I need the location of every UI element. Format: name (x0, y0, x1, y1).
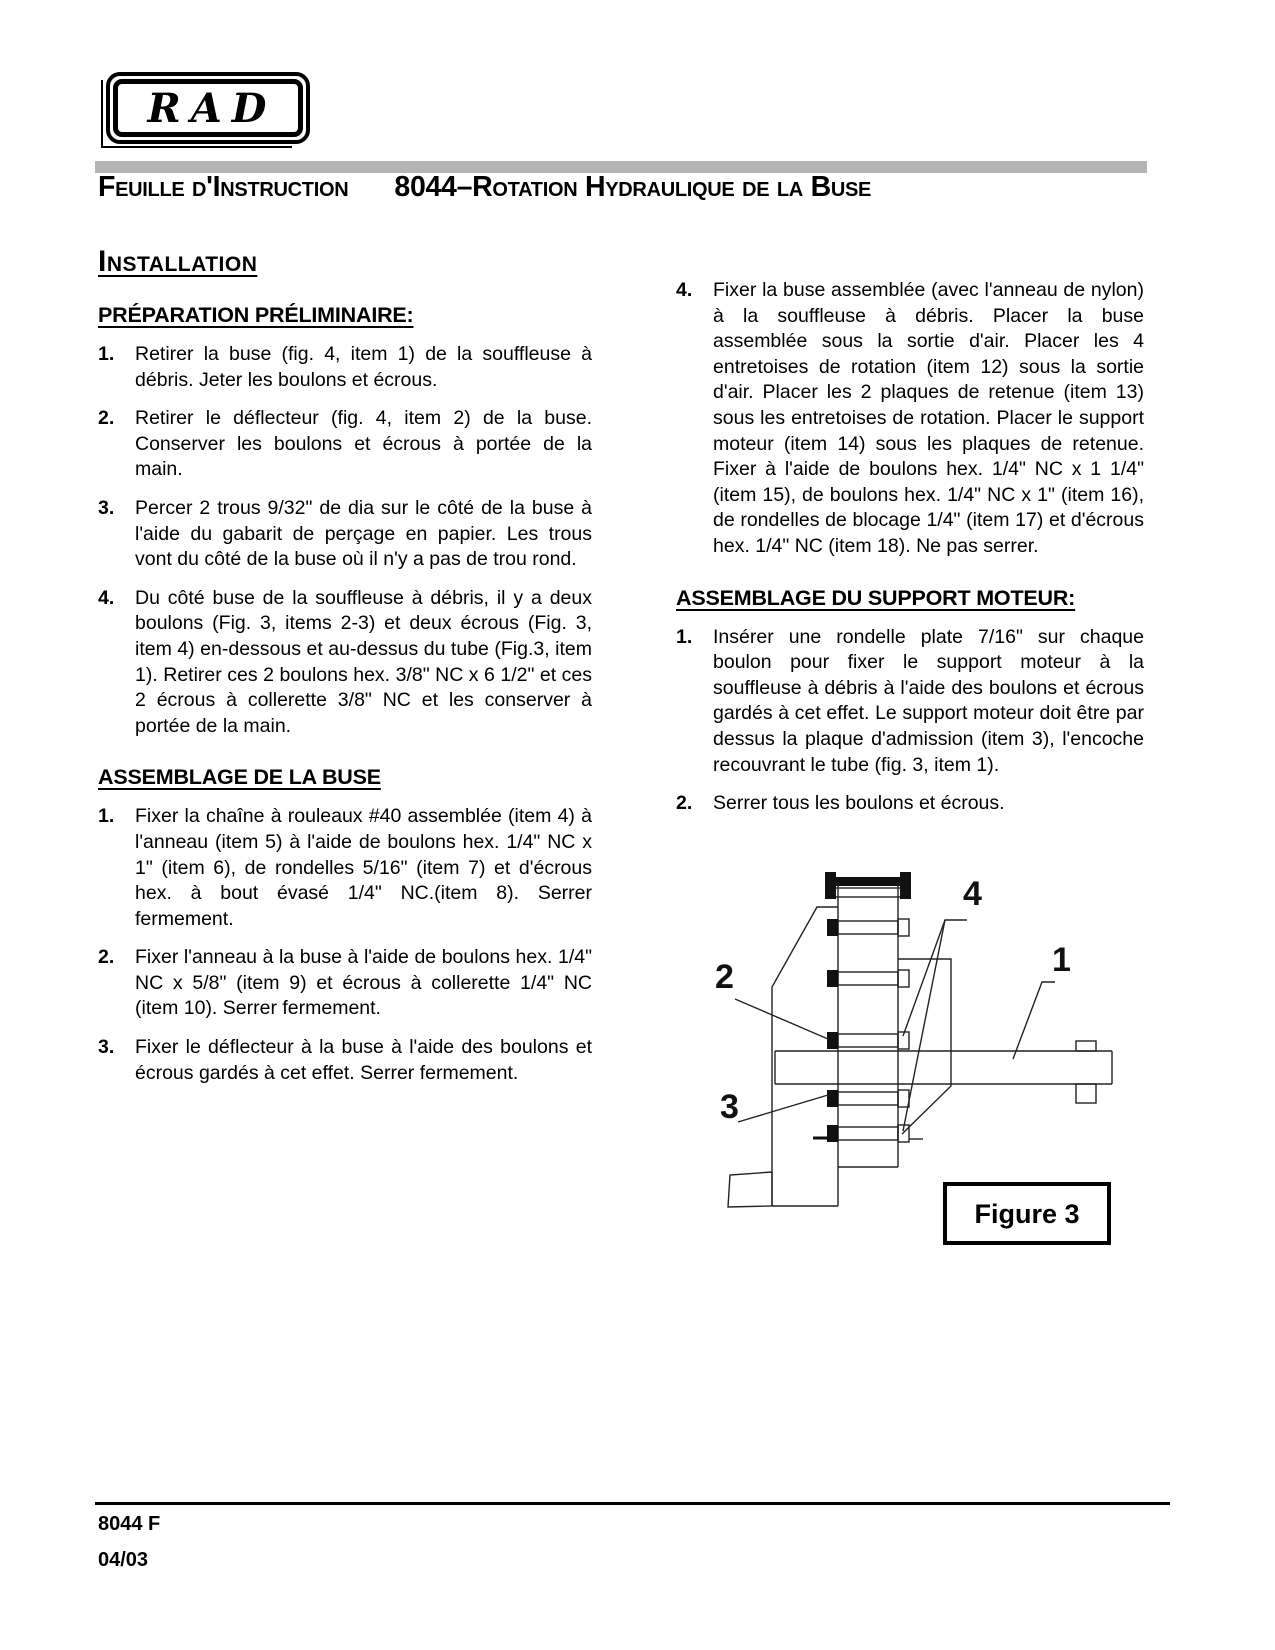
item-number: 1. (98, 343, 115, 365)
title-right: 8044–Rotation Hydraulique de la Buse (394, 171, 872, 203)
title-left: Feuille d'Instruction (98, 171, 349, 203)
rad-logo (106, 72, 310, 144)
item-number: 4. (676, 279, 693, 301)
document-title (98, 172, 1198, 202)
instruction-item (98, 1035, 592, 1086)
item-text: Fixer la chaîne à rouleaux #40 assemblée (item 4) à l'anneau (item 5) à l'aide de boulons hex. 1/4" NC x 1" (item 6), de rondelles 5/16" (item 7) et d'écrous hex. à bout évasé 1/4" NC.(item 8). Serrer fermement. (135, 805, 592, 930)
section-heading-assemblage-buse: ASSEMBLAGE DE LA BUSE (98, 765, 381, 790)
column-left (98, 245, 592, 1259)
document-body (98, 245, 1144, 1259)
column-right (676, 245, 1144, 1259)
figure-caption-box (945, 1184, 1109, 1243)
instruction-item (676, 278, 1144, 560)
part-label-1: 1 (1052, 940, 1071, 979)
figure-drawing (660, 839, 1130, 1259)
instruction-item (98, 342, 592, 393)
figure-3 (660, 839, 1144, 1259)
instruction-item (98, 586, 592, 740)
item-number: 1. (676, 625, 693, 648)
part-label-4: 4 (963, 874, 982, 913)
item-text: Fixer la buse assemblée (avec l'anneau de nylon) à la souffleuse à débris. Placer la buse assemblée sous la sortie d'air. Placer les 4 entretoises de rotation (item 12) sous la sortie d'air. Placer les 2 plaques de retenue (item 13) sous les entretoises de rotation. Placer le support moteur (item 14) sous les plaques de retenue. Fixer à l'aide de boulons hex. 1/4" NC x 1 1/4" (item 15), de boulons hex. 1/4" NC x 1" (item 16), de rondelles de blocage 1/4" (item 17) et d'écrous hex. 1/4" NC (item 18). Ne pas serrer. (713, 279, 1144, 557)
instruction-item (98, 945, 592, 1022)
item-text: Serrer tous les boulons et écrous. (713, 792, 1005, 815)
footer-rule (95, 1502, 1170, 1505)
instruction-item (98, 804, 592, 932)
item-number: 4. (98, 586, 115, 609)
item-number: 2. (98, 946, 115, 969)
motor-bracket (728, 907, 838, 1207)
part-label-2: 2 (715, 957, 734, 996)
item-text: Retirer le déflecteur (fig. 4, item 2) de la buse. Conserver les boulons et écrous à portée de la main. (135, 407, 592, 481)
retention-plate (898, 959, 951, 1134)
item-text: Du côté buse de la souffleuse à débris, il y a deux boulons (Fig. 3, items 2-3) et deux écrous (Fig. 3, item 4) en-dessous et au-dessus du tube (Fig.3, item 1). Retirer ces 2 boulons hex. 3/8" NC x 6 1/2" et ces 2 écrous à collerette 3/8" NC et les conserver à portée de la main. (135, 586, 592, 737)
instruction-item (98, 496, 592, 573)
item-number: 2. (676, 792, 693, 815)
vertical-tube (838, 879, 898, 1206)
section-heading-support-moteur: ASSEMBLAGE DU SUPPORT MOTEUR: (676, 585, 1076, 610)
item-text: Percer 2 trous 9/32" de dia sur le côté de la buse à l'aide du gabarit de perçage en papier. Les trous vont du côté de la buse où il n'y a pas de trou rond. (135, 496, 592, 571)
part-label-3: 3 (720, 1087, 739, 1126)
item-number: 2. (98, 407, 115, 430)
item-text: Fixer l'anneau à la buse à l'aide de boulons hex. 1/4" NC x 5/8" (item 9) et écrous à collerette 1/4" NC (item 10). Serrer fermement. (135, 946, 592, 1020)
figure-caption: Figure 3 (974, 1198, 1080, 1229)
item-number: 1. (98, 805, 115, 828)
item-text: Retirer la buse (fig. 4, item 1) de la souffleuse à débris. Jeter les boulons et écrous. (135, 343, 592, 391)
item-number: 3. (98, 1036, 115, 1059)
footer-date: 04/03 (98, 1549, 149, 1571)
installation-heading: Installation (98, 245, 258, 278)
bolt-bars (813, 919, 923, 1142)
item-number: 3. (98, 496, 115, 519)
instruction-item (676, 625, 1144, 779)
item-text: Insérer une rondelle plate 7/16" sur chaque boulon pour fixer le support moteur à la souffleuse à débris à l'aide des boulons et écrous gardés à cet effet. Le support moteur doit être par dessus la plaque d'admission (item 3), l'encoche recouvrant le tube (fig. 3, item 1). (713, 625, 1144, 776)
footer-doc-code: 8044 F (98, 1513, 161, 1535)
instruction-item (676, 791, 1144, 817)
instruction-item (98, 406, 592, 483)
item-text: Fixer le déflecteur à la buse à l'aide des boulons et écrous gardés à cet effet. Serrer fermement. (135, 1036, 592, 1084)
rad-logo-text: RAD (113, 79, 303, 137)
section-heading-preparation: PRÉPARATION PRÉLIMINAIRE: (98, 303, 414, 327)
leader-lines (735, 920, 1055, 1131)
